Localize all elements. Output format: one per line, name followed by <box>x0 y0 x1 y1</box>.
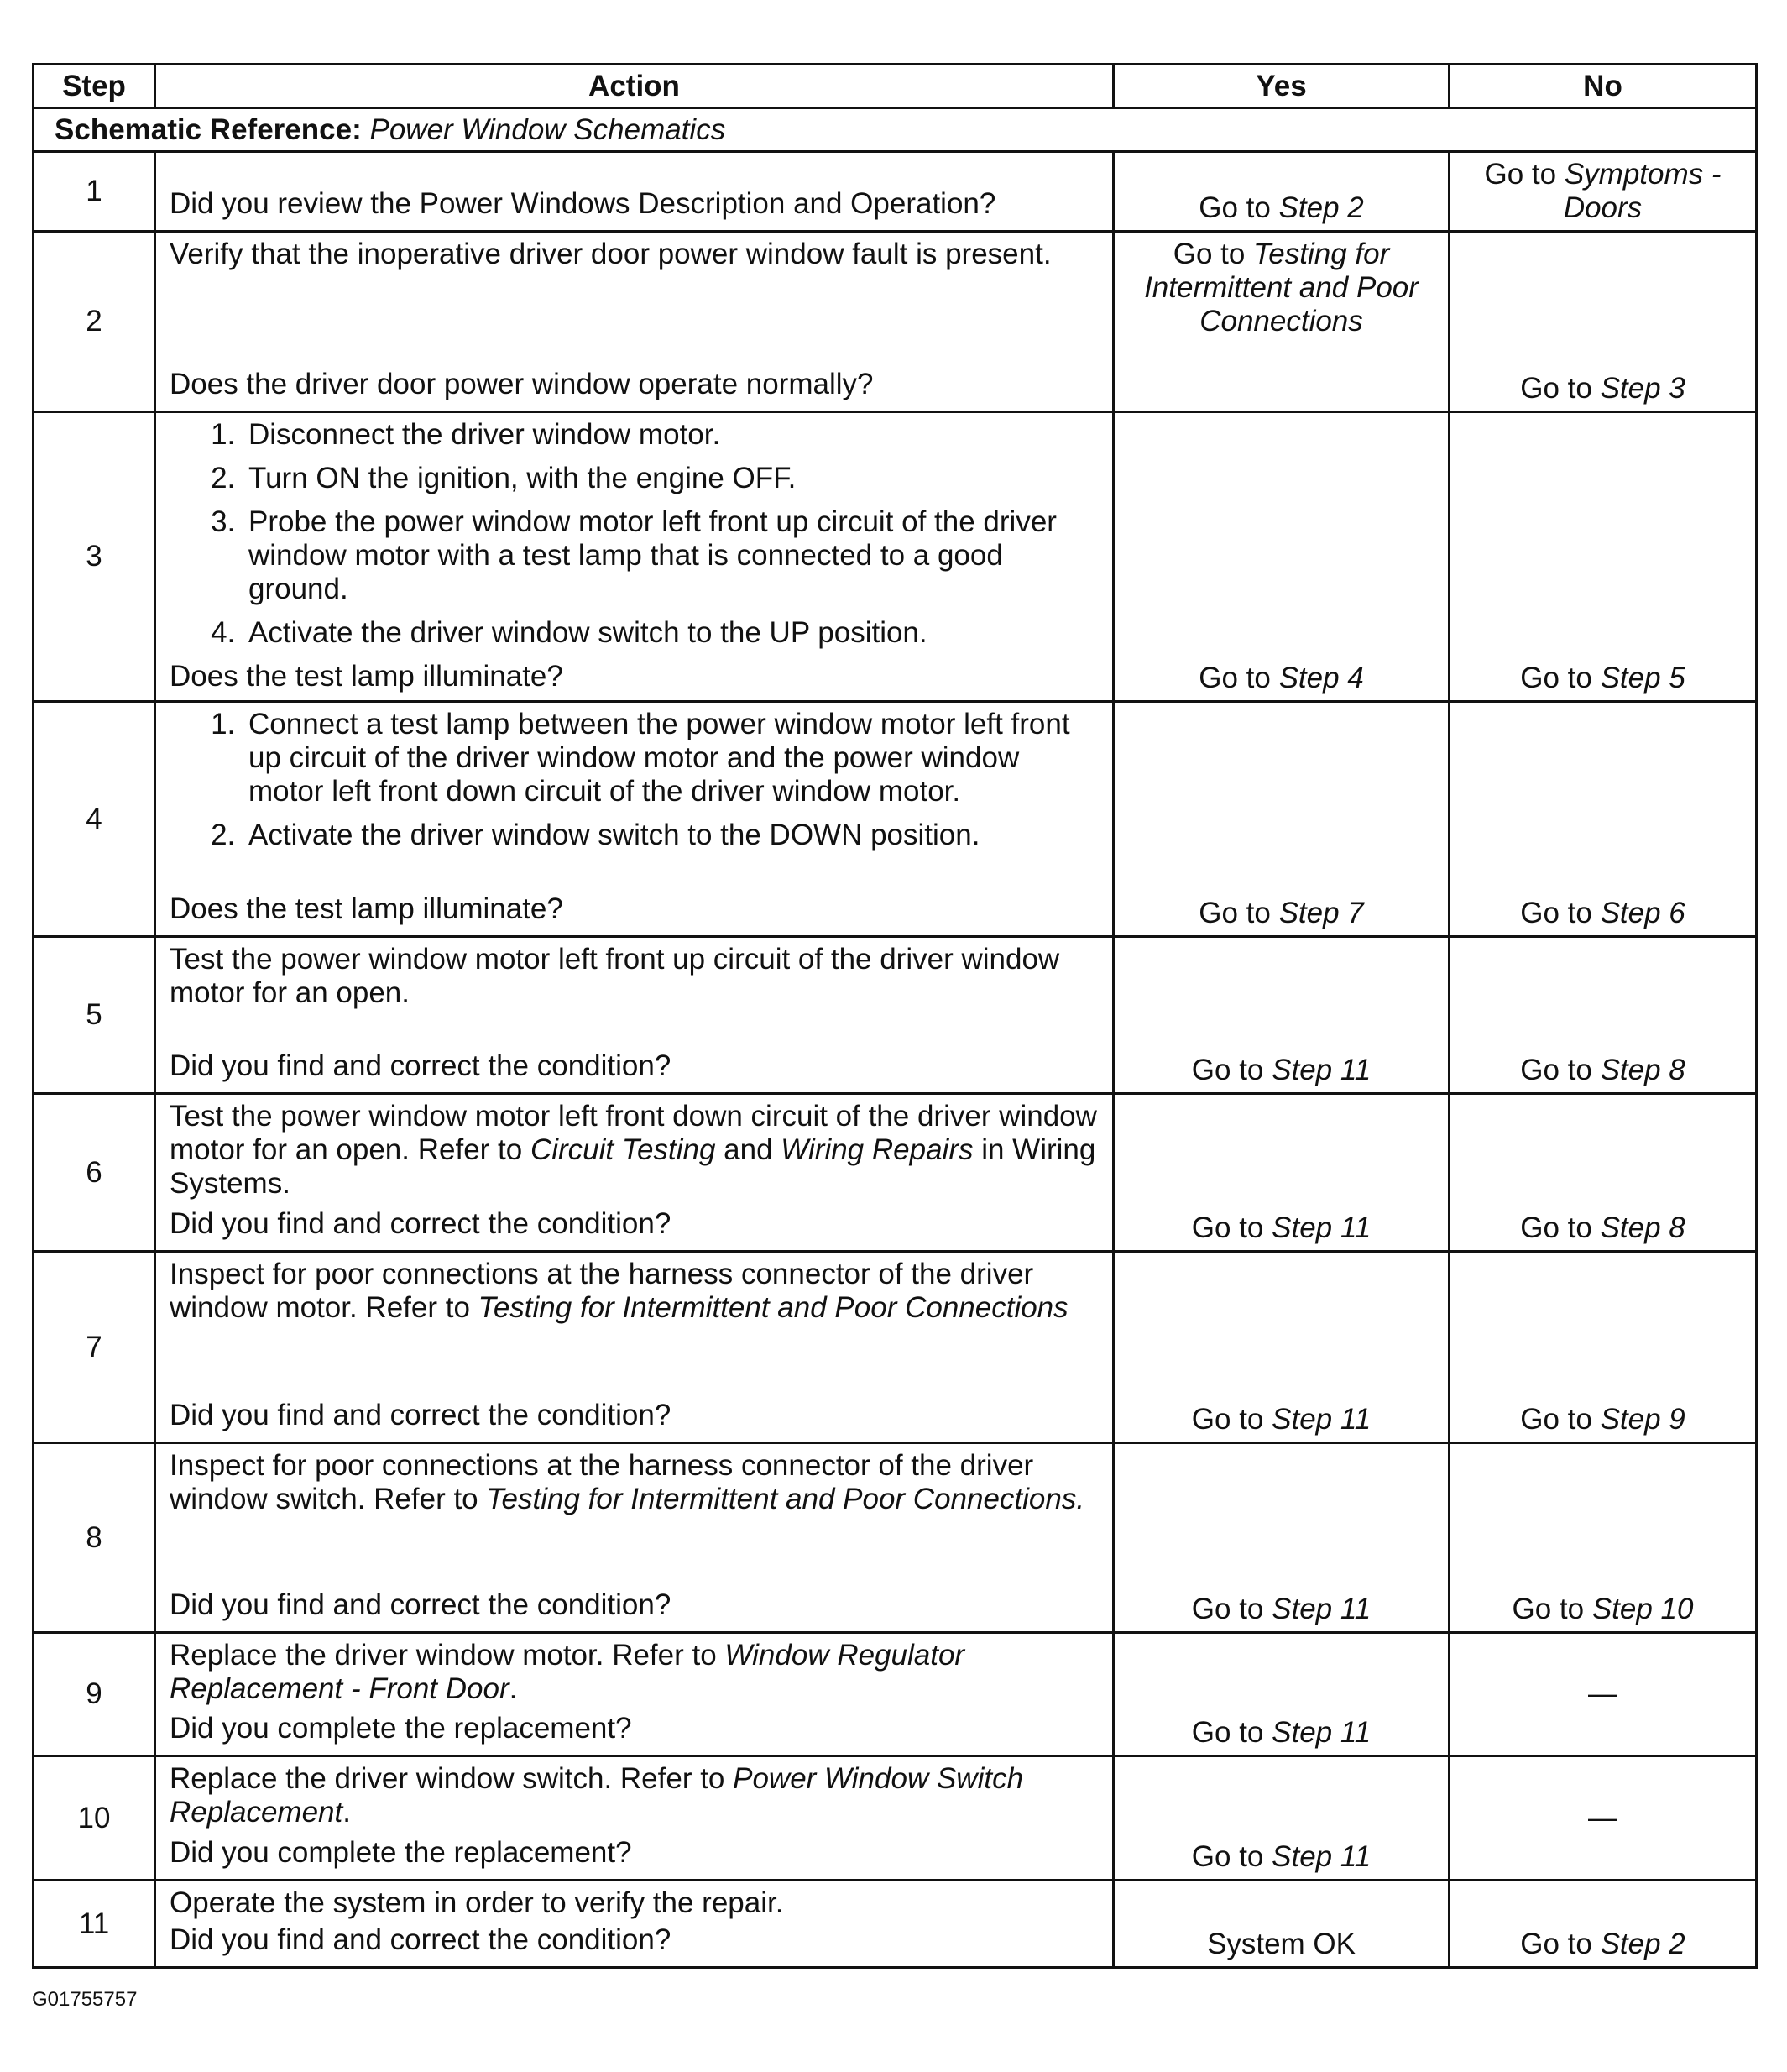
text-segment: Did you find and correct the condition? <box>170 1399 671 1431</box>
action-content <box>170 158 1099 221</box>
yes-outcome <box>1115 1211 1448 1245</box>
text-segment: . <box>342 1796 351 1829</box>
text-segment: in Wiring Systems. <box>170 1133 1096 1200</box>
step-number: 6 <box>34 1094 155 1252</box>
text-segment: Go to <box>1191 1403 1272 1436</box>
result-yes <box>1114 702 1450 937</box>
action-cell <box>155 1252 1114 1443</box>
text-segment: Inspect for poor connections at the harness connector of the driver window motor. Refer to <box>170 1258 1034 1324</box>
action-question <box>170 1836 1099 1870</box>
result-no <box>1450 152 1757 232</box>
figure-id: G01755757 <box>32 1988 138 2011</box>
table-row <box>34 937 1757 1094</box>
text-segment: Step 11 <box>1272 1211 1372 1244</box>
numbered-step <box>243 505 1099 606</box>
text-segment: Go to <box>1520 662 1601 694</box>
action-content <box>170 418 1099 693</box>
text-segment: Go to <box>1520 1054 1601 1086</box>
text-segment: Window Regulator Replacement - Front Door <box>170 1639 965 1705</box>
action-cell <box>155 1881 1114 1968</box>
numbered-steps <box>170 708 1099 852</box>
result-no <box>1450 1252 1757 1443</box>
numbered-step <box>243 708 1099 808</box>
text-segment: Replace the driver window switch. Refer to <box>170 1762 734 1795</box>
step-number: 5 <box>34 937 155 1094</box>
action-content <box>170 1258 1099 1432</box>
action-question-block <box>170 1836 1099 1870</box>
action-paragraph <box>170 1886 1099 1920</box>
result-no <box>1450 702 1757 937</box>
text-segment: Does the test lamp illuminate? <box>170 892 563 925</box>
action-question <box>170 1207 1099 1241</box>
no-outcome <box>1450 662 1755 695</box>
no-outcome <box>1450 1928 1755 1961</box>
no-outcome <box>1450 897 1755 930</box>
action-question-block <box>170 1588 1099 1622</box>
result-yes <box>1114 1252 1450 1443</box>
yes-outcome <box>1115 1054 1448 1087</box>
step-number: 11 <box>34 1881 155 1968</box>
text-segment: Go to <box>1512 1593 1592 1625</box>
text-segment: Operate the system in order to verify the repair. <box>170 1886 784 1919</box>
action-question-block <box>170 1712 1099 1745</box>
table-row <box>34 412 1757 702</box>
result-yes <box>1114 1094 1450 1252</box>
header-no: No <box>1450 65 1757 108</box>
action-content <box>170 1449 1099 1622</box>
text-segment: Go to <box>1520 1211 1601 1244</box>
numbered-step <box>243 462 1099 495</box>
yes-outcome <box>1115 233 1448 343</box>
text-segment: Step 6 <box>1600 897 1685 929</box>
text-segment: Go to <box>1520 897 1601 929</box>
text-segment: Did you find and correct the condition? <box>170 1049 671 1082</box>
text-segment: Go to <box>1520 372 1601 405</box>
result-no <box>1450 1881 1757 1968</box>
text-segment: Go to <box>1191 1716 1272 1749</box>
text-segment: Symptoms - Doors <box>1563 158 1722 224</box>
step-number: 4 <box>34 702 155 937</box>
result-yes <box>1114 152 1450 232</box>
action-content <box>170 943 1099 1083</box>
yes-outcome <box>1115 1403 1448 1436</box>
text-segment: Step 11 <box>1272 1593 1372 1625</box>
no-outcome <box>1450 372 1755 406</box>
text-segment: Go to <box>1191 1840 1272 1873</box>
text-segment: Did you complete the replacement? <box>170 1712 632 1745</box>
action-question <box>170 892 1099 926</box>
action-paragraph <box>170 1449 1099 1516</box>
action-cell <box>155 1094 1114 1252</box>
text-segment: Power Window Switch Replacement <box>170 1762 1024 1829</box>
text-segment: Step 11 <box>1272 1716 1372 1749</box>
text-segment: Step 8 <box>1600 1054 1685 1086</box>
text-segment: Step 8 <box>1600 1211 1685 1244</box>
step-number: 1 <box>34 152 155 232</box>
table-row <box>34 1633 1757 1756</box>
action-instructions <box>170 1639 1099 1706</box>
numbered-step <box>243 819 1099 852</box>
result-no <box>1450 1443 1757 1633</box>
text-segment: Does the test lamp illuminate? <box>170 660 563 693</box>
text-segment: Step 2 <box>1600 1928 1685 1960</box>
text-segment: Replace the driver window motor. Refer to <box>170 1639 725 1672</box>
table-row <box>34 152 1757 232</box>
text-segment: Step 2 <box>1278 191 1364 224</box>
text-segment: Wiring Repairs <box>781 1133 974 1166</box>
text-segment: Go to <box>1520 1403 1601 1436</box>
numbered-steps <box>170 418 1099 650</box>
action-paragraph <box>170 368 1099 401</box>
result-yes <box>1114 1633 1450 1756</box>
action-instructions <box>170 1762 1099 1829</box>
table-row <box>34 232 1757 412</box>
action-question-block <box>170 1923 1099 1957</box>
result-no <box>1450 1633 1757 1756</box>
text-segment: Testing for Intermittent and Poor Connections <box>1144 238 1419 337</box>
text-segment: Step 11 <box>1272 1054 1372 1086</box>
text-segment: Go to <box>1199 662 1279 694</box>
text-segment: Step 3 <box>1600 372 1685 405</box>
table-row <box>34 1094 1757 1252</box>
text-segment: Inspect for poor connections at the harness connector of the driver window switch. Refer to <box>170 1449 1034 1515</box>
result-yes <box>1114 412 1450 702</box>
yes-outcome <box>1115 1928 1448 1961</box>
text-segment: Test the power window motor left front down circuit of the driver window motor for an open. Refer to <box>170 1100 1097 1166</box>
result-yes <box>1114 1756 1450 1881</box>
result-no <box>1450 1094 1757 1252</box>
action-cell <box>155 412 1114 702</box>
result-no <box>1450 1756 1757 1881</box>
action-cell <box>155 1756 1114 1881</box>
text-segment: Disconnect the driver window motor. <box>248 418 721 451</box>
text-segment: — <box>1588 1677 1617 1710</box>
step-number: 9 <box>34 1633 155 1756</box>
action-question <box>170 1712 1099 1745</box>
text-segment: Did you find and correct the condition? <box>170 1588 671 1621</box>
no-outcome <box>1450 1403 1755 1436</box>
text-segment: Go to <box>1520 1928 1601 1960</box>
action-cell <box>155 1633 1114 1756</box>
no-outcome <box>1450 1211 1755 1245</box>
text-segment: . <box>509 1672 518 1705</box>
text-segment: Step 7 <box>1278 897 1364 929</box>
text-segment: Testing for Intermittent and Poor Connections <box>478 1291 1069 1324</box>
result-yes <box>1114 1443 1450 1633</box>
text-segment: Go to <box>1191 1593 1272 1625</box>
text-segment: and <box>715 1133 781 1166</box>
step-number: 2 <box>34 232 155 412</box>
action-paragraph <box>170 943 1099 1010</box>
result-no <box>1450 937 1757 1094</box>
text-segment: Did you find and correct the condition? <box>170 1923 671 1956</box>
action-instructions <box>170 418 1099 660</box>
text-segment: Did you find and correct the condition? <box>170 1207 671 1240</box>
yes-outcome <box>1115 1840 1448 1874</box>
no-outcome <box>1450 1593 1755 1626</box>
text-segment: Activate the driver window switch to the DOWN position. <box>248 819 980 851</box>
header-step: Step <box>34 65 155 108</box>
action-content <box>170 238 1099 401</box>
action-instructions <box>170 1100 1099 1201</box>
diagnostic-table <box>32 63 1758 1969</box>
text-segment: Step 9 <box>1600 1403 1685 1436</box>
action-question-block <box>170 368 1099 401</box>
no-outcome <box>1450 153 1755 230</box>
text-segment: Turn ON the ignition, with the engine OFF. <box>248 462 797 494</box>
yes-outcome <box>1115 1716 1448 1750</box>
action-cell <box>155 1443 1114 1633</box>
text-segment: Go to <box>1173 238 1254 270</box>
action-paragraph <box>170 1639 1099 1706</box>
text-segment: Step 4 <box>1278 662 1364 694</box>
text-segment: Go to <box>1191 1054 1272 1086</box>
action-instructions <box>170 1886 1099 1920</box>
action-cell <box>155 232 1114 412</box>
action-paragraph <box>170 1762 1099 1829</box>
no-outcome <box>1450 1802 1755 1835</box>
text-segment: Circuit Testing <box>530 1133 716 1166</box>
step-number: 7 <box>34 1252 155 1443</box>
text-segment: Test the power window motor left front up circuit of the driver window motor for an open. <box>170 943 1060 1009</box>
action-question <box>170 660 1099 693</box>
text-segment: — <box>1588 1801 1617 1834</box>
step-number: 3 <box>34 412 155 702</box>
action-question-block <box>170 660 1099 693</box>
action-instructions <box>170 1258 1099 1325</box>
text-segment: Go to <box>1199 191 1279 224</box>
step-number: 8 <box>34 1443 155 1633</box>
action-cell <box>155 937 1114 1094</box>
text-segment: Connect a test lamp between the power window motor left front up circuit of the driver window motor and the power window motor left front down circuit of the driver window motor. <box>248 708 1070 808</box>
action-question <box>170 1923 1099 1957</box>
result-yes <box>1114 937 1450 1094</box>
text-segment: Step 5 <box>1600 662 1685 694</box>
text-segment: Go to <box>1484 158 1565 191</box>
result-yes <box>1114 232 1450 412</box>
action-content <box>170 708 1099 926</box>
step-number: 10 <box>34 1756 155 1881</box>
schematic-reference-value: Power Window Schematics <box>369 112 726 146</box>
action-paragraph <box>170 1258 1099 1325</box>
text-segment: Step 10 <box>1591 1593 1694 1625</box>
action-question-block <box>170 1399 1099 1432</box>
text-segment: System OK <box>1207 1928 1356 1960</box>
action-question <box>170 187 1099 221</box>
text-segment: Go to <box>1191 1211 1272 1244</box>
yes-outcome <box>1115 897 1448 930</box>
text-segment: Step 11 <box>1272 1403 1372 1436</box>
numbered-step <box>243 418 1099 452</box>
text-segment: Verify that the inoperative driver door power window fault is present. <box>170 238 1052 270</box>
header-yes: Yes <box>1114 65 1450 108</box>
action-cell <box>155 152 1114 232</box>
table-row <box>34 1252 1757 1443</box>
no-outcome <box>1450 1677 1755 1711</box>
header-row <box>34 65 1757 108</box>
action-question <box>170 1049 1099 1083</box>
text-segment: Go to <box>1199 897 1279 929</box>
action-instructions <box>170 708 1099 862</box>
action-question <box>170 1399 1099 1432</box>
text-segment: Probe the power window motor left front up circuit of the driver window motor with a test lamp that is connected to a good ground. <box>248 505 1057 605</box>
text-segment: Did you complete the replacement? <box>170 1836 632 1869</box>
action-question-block <box>170 1207 1099 1241</box>
yes-outcome <box>1115 662 1448 695</box>
action-content <box>170 1100 1099 1241</box>
action-question-block <box>170 187 1099 221</box>
schematic-reference-row <box>34 108 1757 152</box>
action-paragraph <box>170 1100 1099 1201</box>
action-content <box>170 1762 1099 1870</box>
result-no <box>1450 412 1757 702</box>
text-segment: Activate the driver window switch to the UP position. <box>248 616 927 649</box>
schematic-reference-label: Schematic Reference: <box>55 112 362 146</box>
table-row <box>34 1756 1757 1881</box>
action-paragraph <box>170 238 1099 271</box>
schematic-reference-cell <box>34 108 1757 152</box>
header-action: Action <box>155 65 1114 108</box>
table-row <box>34 1881 1757 1968</box>
yes-outcome <box>1115 1593 1448 1626</box>
action-instructions <box>170 943 1099 1010</box>
action-question-block <box>170 1049 1099 1083</box>
text-segment: Step 11 <box>1272 1840 1372 1873</box>
action-question-block <box>170 892 1099 926</box>
text-segment: Does the driver door power window operate normally? <box>170 368 874 400</box>
action-content <box>170 1886 1099 1957</box>
action-content <box>170 1639 1099 1745</box>
action-cell <box>155 702 1114 937</box>
action-question <box>170 1588 1099 1622</box>
table-row <box>34 702 1757 937</box>
result-yes <box>1114 1881 1450 1968</box>
text-segment: Testing for Intermittent and Poor Connections. <box>486 1483 1085 1515</box>
numbered-step <box>243 616 1099 650</box>
text-segment: Did you review the Power Windows Description and Operation? <box>170 187 996 220</box>
action-instructions <box>170 1449 1099 1516</box>
table-row <box>34 1443 1757 1633</box>
action-instructions <box>170 238 1099 271</box>
yes-outcome <box>1115 191 1448 225</box>
no-outcome <box>1450 1054 1755 1087</box>
result-no <box>1450 232 1757 412</box>
